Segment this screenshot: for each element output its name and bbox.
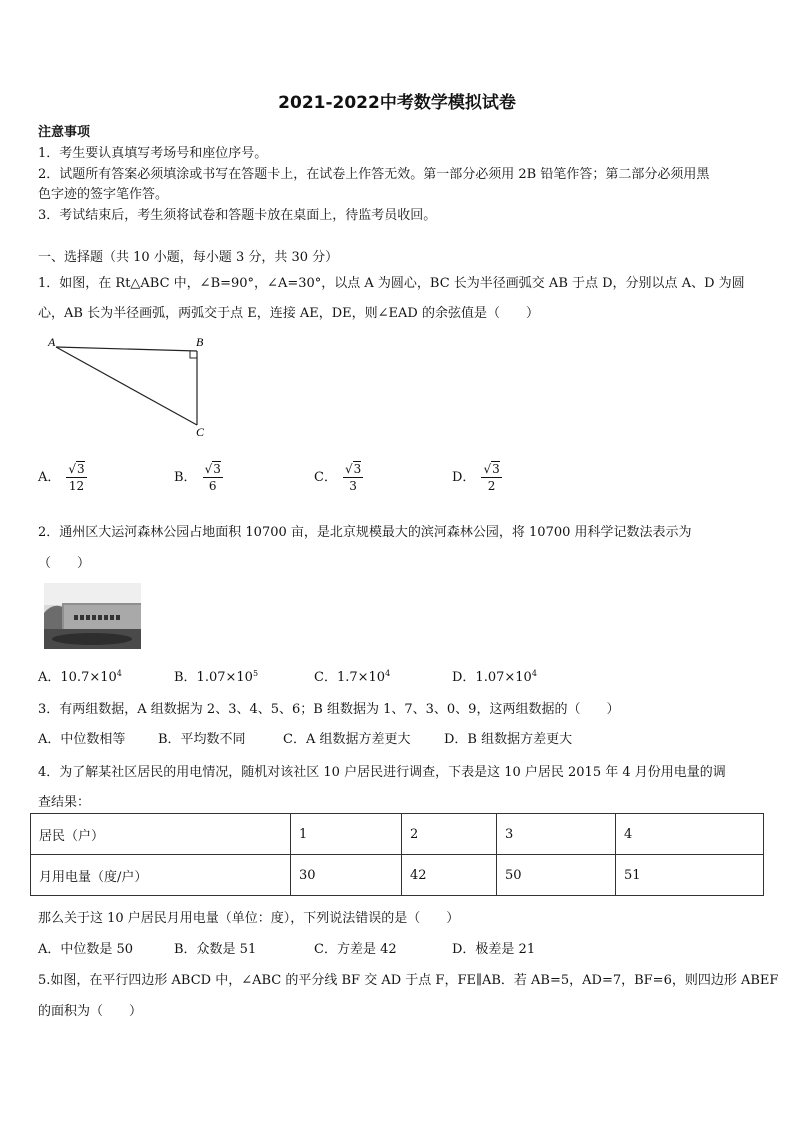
q4-option-a[interactable]: A．中位数是 50 bbox=[38, 942, 134, 957]
q4-option-b[interactable]: B．众数是 51 bbox=[174, 942, 257, 957]
q4-text: 查结果： bbox=[38, 795, 91, 810]
side-ab bbox=[56, 347, 197, 351]
q5-text: 的面积为（ ） bbox=[38, 1004, 143, 1019]
right-angle-mark bbox=[190, 351, 197, 358]
notice-item: 色字迹的签字笔作答。 bbox=[38, 187, 169, 202]
electricity-table bbox=[30, 813, 764, 896]
q2-option-b[interactable]: B．$1.07\times 10^5$ bbox=[174, 669, 259, 685]
table-cell: 居民（户） bbox=[31, 814, 291, 855]
q1-option-a[interactable]: A． $\frac{√3}{12}$ bbox=[38, 462, 85, 493]
table-cell: 4 bbox=[616, 814, 764, 855]
q3-option-d[interactable]: D．B 组数据方差更大 bbox=[444, 732, 573, 747]
q4-text: 4．为了解某社区居民的用电情况，随机对该社区 10 户居民进行调查，下表是这 10 户居民 2015 年 4 月份用电量的调 bbox=[38, 765, 726, 780]
table-row bbox=[31, 855, 764, 896]
section-heading: 一、选择题（共 10 小题，每小题 3 分，共 30 分） bbox=[38, 250, 339, 265]
table-cell: 50 bbox=[497, 855, 616, 896]
q1-option-b[interactable]: B． $\frac{√3}{6}$ bbox=[174, 462, 221, 493]
vertex-label-c: C bbox=[196, 425, 205, 439]
notice-heading: 注意事项 bbox=[38, 125, 91, 140]
q4-text: 那么关于这 10 户居民月用电量（单位：度），下列说法错误的是（ ） bbox=[38, 911, 460, 926]
notice-item: 2．试题所有答案必须填涂或书写在答题卡上，在试卷上作答无效。第一部分必须用 2B 铅笔作答；第二部分必须用黑 bbox=[38, 167, 710, 182]
q1-option-c[interactable]: C． $\frac{√3}{3}$ bbox=[314, 462, 362, 493]
q2-text: 2．通州区大运河森林公园占地面积 10700 亩，是北京规模最大的滨河森林公园，将 10700 用科学记数法表示为 bbox=[38, 525, 692, 540]
table-cell: 30 bbox=[291, 855, 402, 896]
q2-option-a[interactable]: A．$10.7\times 10^4$ bbox=[38, 669, 122, 685]
q1-text: 1．如图，在 Rt△ABC 中，∠B=90°，∠A=30°，以点 A 为圆心，BC 长为半径画弧交 AB 于点 D，分别以点 A、D 为圆 bbox=[38, 276, 745, 291]
vertex-label-b: B bbox=[196, 335, 204, 349]
q1-text: 心，AB 长为半径画弧，两弧交于点 E，连接 AE，DE，则∠EAD 的余弦值是（ ） bbox=[38, 306, 539, 321]
notice-item: 1．考生要认真填写考场号和座位序号。 bbox=[38, 146, 268, 161]
table-cell: 2 bbox=[402, 814, 497, 855]
table-cell: 1 bbox=[291, 814, 402, 855]
q2-text: （ ） bbox=[38, 556, 91, 571]
table-cell: 3 bbox=[497, 814, 616, 855]
triangle-figure bbox=[44, 332, 224, 442]
q2-option-c[interactable]: C．$1.7\times 10^4$ bbox=[314, 669, 391, 685]
q2-option-d[interactable]: D．$1.07\times 10^4$ bbox=[452, 669, 537, 685]
page-title: 2021-2022中考数学模拟试卷 bbox=[278, 93, 516, 113]
q3-option-b[interactable]: B．平均数不同 bbox=[158, 732, 246, 747]
table-row bbox=[31, 814, 764, 855]
q1-option-d[interactable]: D． $\frac{√3}{2}$ bbox=[452, 462, 500, 493]
park-photo bbox=[44, 583, 141, 649]
table-cell: 42 bbox=[402, 855, 497, 896]
table-cell: 51 bbox=[616, 855, 764, 896]
notice-item: 3．考试结束后，考生须将试卷和答题卡放在桌面上，待监考员收回。 bbox=[38, 208, 437, 223]
q4-option-d[interactable]: D．极差是 21 bbox=[452, 942, 536, 957]
q3-text: 3．有两组数据，A 组数据为 2、3、4、5、6；B 组数据为 1、7、3、0、9，这两组数据的（ ） bbox=[38, 702, 620, 717]
vertex-label-a: A bbox=[48, 335, 56, 349]
q4-option-c[interactable]: C．方差是 42 bbox=[314, 942, 397, 957]
table-cell: 月用电量（度/户） bbox=[31, 855, 291, 896]
q5-text: 5.如图，在平行四边形 ABCD 中，∠ABC 的平分线 BF 交 AD 于点 F，FE∥AB．若 AB=5，AD=7，BF=6，则四边形 ABEF bbox=[38, 973, 779, 988]
side-ac bbox=[56, 347, 197, 425]
q3-option-c[interactable]: C．A 组数据方差更大 bbox=[283, 732, 411, 747]
q3-option-a[interactable]: A．中位数相等 bbox=[38, 732, 126, 747]
